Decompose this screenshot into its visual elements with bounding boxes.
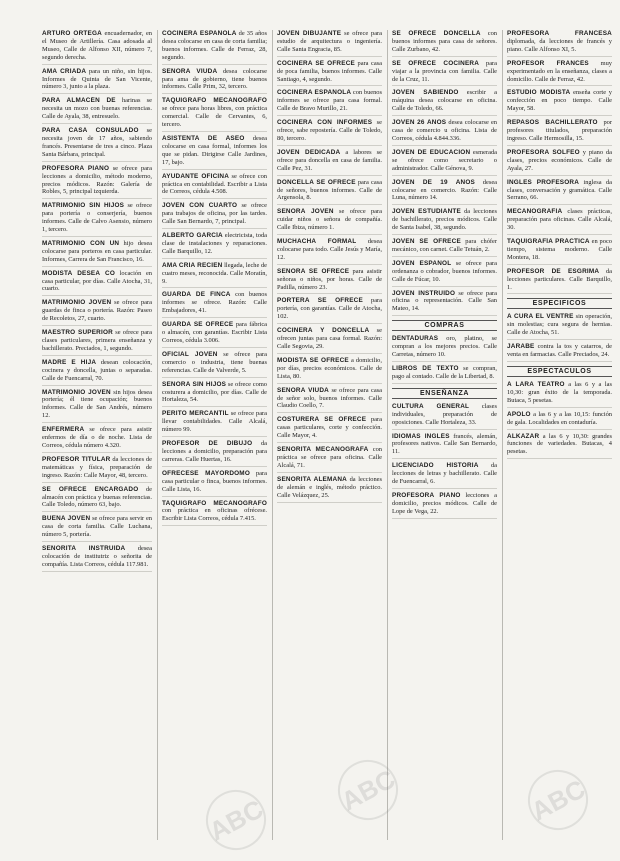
ad-body: se ofrece para cuidar niños o señora de compañía. Calle Ibiza, número 1.	[277, 208, 382, 232]
classified-ad	[392, 403, 497, 430]
ad-body: se ofrece para clases particulares, primera enseñanza y bachillerato. Preciados, 1, segundo.	[42, 329, 152, 352]
ad-heading: MADRE E HIJA	[42, 358, 97, 366]
ad-heading: LICENCIADO HISTORIA	[392, 462, 479, 470]
classified-ad	[392, 149, 497, 176]
classified-ad	[392, 335, 497, 362]
classified-ad	[162, 291, 267, 318]
ad-heading: SEÑORITA INSTRUIDA	[42, 545, 126, 553]
classified-ad	[507, 149, 612, 176]
ad-body: con buenos informes se ofrece para casa formal. Calle de Bravo Murillo, 21.	[277, 89, 382, 113]
ad-body: se ofrece, sabe repostería. Calle de Toledo, 80, tercero.	[277, 119, 382, 142]
classified-ad	[162, 410, 267, 437]
classified-ad	[392, 208, 497, 235]
ad-heading: JOVEN SE OFRECE	[392, 238, 461, 246]
classified-ad	[507, 179, 612, 206]
classified-ad	[507, 208, 612, 235]
ad-heading: MAESTRO SUPERIOR	[42, 329, 113, 337]
ad-heading: SEÑORA JOVEN	[277, 208, 334, 216]
ad-body: se ofrece para oficina o representación. Calle San Mateo, 14.	[392, 289, 497, 313]
classified-ad	[42, 127, 152, 162]
ad-heading: AMA CRIADA	[42, 67, 87, 75]
ad-body: francés, alemán, profesores nativos. Calle San Bernardo, 11.	[392, 432, 497, 456]
ad-body: electricista, toda clase de instalaciones y reparaciones. Calle Barquillo, 12.	[162, 232, 267, 255]
ad-heading: SE OFRECE ENCARGADO	[42, 485, 139, 493]
classified-ad	[392, 492, 497, 519]
classified-ad	[392, 238, 497, 257]
ad-heading: OFICIAL JOVEN	[162, 350, 218, 358]
ad-body: para portería, con garantías. Calle de Atocha, 102.	[277, 297, 382, 321]
ad-body: da lecciones de matemáticas y física, preparación de ingreso. Razón: Calle Mayor, 48, tercero.	[42, 455, 152, 479]
ad-body: de almacén con práctica y buenas referencias. Calle Toledo, número 63, bajo.	[42, 485, 152, 509]
classified-ad	[42, 30, 152, 65]
classified-ad	[162, 440, 267, 467]
classified-ad	[277, 179, 382, 206]
classified-ad	[162, 30, 267, 65]
classified-ad	[162, 470, 267, 497]
ad-heading: ALKAZAR	[507, 432, 540, 440]
ad-body: para un niño, sin hijos. Informes de Quinta de San Vicente, número 3, junto a la plaza.	[42, 67, 152, 91]
ad-heading: SEÑORITA MECANÓGRAFA	[277, 446, 369, 454]
ad-heading: SEÑORA VIUDA	[162, 67, 218, 75]
ad-heading: CULTURA GENERAL	[392, 402, 470, 410]
ad-heading: JOVEN 26 AÑOS	[392, 119, 447, 127]
ad-body: encuadernador, en el Museo de Artillería. Casa adosada al Museo, Calle de Alfonso XII, número 7, segundo derecha.	[42, 30, 152, 61]
ad-body: desea colocarse en comercio. Razón: Calle Luna, número 14.	[392, 178, 497, 202]
ad-body: desea colocación de institutriz o señorita de compañía. Lista Correos, cédula 117.981.	[42, 545, 152, 568]
classified-ad	[507, 433, 612, 460]
ad-heading: PORTERA SE OFRECE	[277, 297, 363, 305]
ad-body: da lecciones de letras y bachillerato. Calle de Fuencarral, 6.	[392, 462, 497, 486]
classified-ad	[507, 381, 612, 408]
ad-heading: PROFESORA SOLFEO	[507, 148, 580, 156]
ad-body: llegada, leche de cuatro meses, reconocida. Calle Moratín, 9.	[162, 261, 267, 285]
ad-body: escribir a máquina desea colocarse en oficina. Calle de Toledo, 66.	[392, 89, 497, 113]
ad-heading: PROFESOR TITULAR	[42, 455, 111, 463]
ad-body: contra la tos y catarros, de venta en farmacias. Calle Preciados, 24.	[507, 343, 612, 359]
classified-ad	[42, 202, 152, 237]
classified-ad	[392, 290, 497, 317]
ad-body: se ofrecen juntas para casa formal. Razón: Calle Segovia, 29.	[277, 327, 382, 350]
ad-heading: SEÑORA SE OFRECE	[277, 267, 350, 275]
ad-body: se ofrece para estudio de arquitectura o ingeniería. Calle Santa Engracia, 85.	[277, 30, 382, 53]
ad-body: para casa de poca familia, buenos informes. Calle Santiago, 4, segundo.	[277, 59, 382, 83]
ad-body: da lecciones particulares. Calle Barquillo, 1.	[507, 267, 612, 291]
ad-heading: MUCHACHA FORMAL	[277, 238, 357, 246]
ad-body: desea colocarse en casa de comercio u oficina. Lista de Correos, cédula 4.844.336.	[392, 119, 497, 142]
classified-ad	[162, 500, 267, 527]
classified-ad	[277, 119, 382, 146]
ad-body: se ofrece para ordenanza o cobrador, buenos informes. Calle de Fúcar, 10.	[392, 259, 497, 283]
section-title: ESPECIFICOS	[507, 298, 612, 309]
ad-heading: COCINERA CON INFORMES	[277, 119, 373, 127]
ad-body: con práctica en oficinas ofrécese. Escribir Lista Correos, cédula 7.415.	[162, 507, 267, 523]
classified-ad	[162, 68, 267, 95]
classified-ad	[277, 60, 382, 87]
classified-ad	[277, 30, 382, 57]
ad-body: da lecciones de alemán e inglés, método práctico. Calle Velázquez, 25.	[277, 475, 382, 499]
classified-ad	[392, 30, 497, 57]
ad-heading: ARTURO ORTEGA	[42, 30, 102, 37]
ad-body: desean colocación, cocinera y doncella, juntas o separadas. Calle de Fuencarral, 70.	[42, 358, 152, 382]
classified-ad	[42, 329, 152, 356]
ad-heading: MODISTA DESEA CO	[42, 269, 115, 277]
ad-body: se ofrece para servir en casa de corta familia. Calle Luchana, número 5, portería.	[42, 515, 152, 539]
classified-ad	[392, 89, 497, 116]
ad-body: para viajar a la provincia con familia. Calle de la Cruz, 11.	[392, 59, 497, 83]
classified-ad	[277, 446, 382, 473]
ad-body: sin operación, sin molestias; cura segura de hernias. Calle de Atocha, 51.	[507, 313, 612, 337]
ad-body: se ofrece para llevar contabilidades. Calle Alcalá, número 99.	[162, 410, 267, 434]
ad-body: da lecciones a domicilio, preparación para carreras. Calle Huertas, 16.	[162, 440, 267, 463]
ad-body: da lecciones de bachillerato, precios módicos. Calle de Santa Isabel, 38, segundo.	[392, 208, 497, 232]
classified-ad	[507, 30, 612, 57]
ad-body: se ofrece para lecciones a domicilio, método moderno, precios módicos. Razón: Galería de Robles, 5, principal izquierda.	[42, 164, 152, 196]
classified-ad	[162, 351, 267, 378]
ad-heading: MODISTA SE OFRECE	[277, 356, 349, 364]
ad-heading: DONCELLA SE OFRECE	[277, 178, 356, 186]
ad-heading: MATRIMONIO JOVEN	[42, 299, 112, 307]
ad-body: se ofrece para asistir enfermos de día o de noche. Lista de Correos, cédula número 4.320.	[42, 426, 152, 449]
ad-body: se ofrece con práctica en contabilidad. Escribir a Lista de Correos, cédula 4.508.	[162, 172, 267, 196]
ad-body: de 35 años desea colocarse en casa de corta familia; buenos informes. Calle de Ferraz, 28, segundo.	[162, 30, 267, 61]
column-4	[387, 30, 497, 840]
ad-heading: SEÑORITA ALEMANA	[277, 475, 347, 483]
ad-body: clases prácticas, preparación para oficinas. Calle Alcalá, 30.	[507, 208, 612, 232]
classified-ad	[162, 135, 267, 170]
classified-ad	[42, 240, 152, 267]
classified-ad	[42, 97, 152, 124]
ad-heading: ASISTENTA DE ASEO	[162, 134, 245, 142]
section-title: COMPRAS	[392, 320, 497, 331]
ad-heading: BUENA JOVEN	[42, 515, 91, 523]
classified-ad	[42, 545, 152, 572]
classified-ad	[277, 89, 382, 116]
ad-body: harinas se necesita un mozo con buenas referencias. Calle de Ayala, 38, entresuelo.	[42, 97, 152, 121]
classified-columns	[42, 30, 612, 840]
ad-body: con práctica se ofrece para oficina. Calle Alcalá, 71.	[277, 446, 382, 469]
column-3	[272, 30, 382, 840]
ad-heading: COCINERA SE OFRECE	[277, 59, 355, 67]
abc-watermark: ABC	[517, 759, 598, 840]
ad-heading: COSTURERA SE OFRECE	[277, 416, 367, 424]
ad-body: desea colocarse para ama de gobierno, tiene buenos informes. Calle Prim, 32, tercero.	[162, 67, 267, 91]
classified-ad	[42, 486, 152, 513]
ad-heading: ALBERTO GARCÍA	[162, 232, 223, 240]
classified-ad	[277, 297, 382, 324]
ad-heading: IDIOMAS INGLÉS	[392, 432, 450, 440]
ad-heading: MATRIMONIO CON UN	[42, 239, 120, 247]
classified-ad	[162, 262, 267, 289]
ad-body: hijo desea colocarse para porteros en casa particular. Informes, Carrera de San Francisco, 16.	[42, 239, 152, 263]
ad-heading: GUARDA DE FINCA	[162, 291, 231, 299]
ad-body: en poco tiempo, sistema moderno. Calle Montera, 18.	[507, 238, 612, 261]
ad-heading: AMA CRIA RECIEN	[162, 261, 223, 269]
ad-body: diplomada, da lecciones de francés y piano. Calle Alfonso XI, 5.	[507, 37, 612, 53]
classified-ad	[277, 327, 382, 354]
classified-ad	[507, 343, 612, 362]
ad-body: se compran, pago al contado. Calle de la Libertad, 8.	[392, 365, 497, 380]
ad-body: se ofrece como costurera a domicilio, por días. Calle de Hortaleza, 54.	[162, 380, 267, 404]
ad-body: para casas particulares, corte y confección. Calle Mayor, 4.	[277, 416, 382, 440]
ad-body: muy experimentado en la enseñanza, clases a domicilio. Calle de Ferraz, 42.	[507, 59, 612, 83]
classified-ad	[42, 389, 152, 424]
ad-heading: MATRIMONIO JOVEN	[42, 388, 111, 396]
ad-body: se ofrece para guardas de finca o portería. Razón: Paseo de Recoletos, 27, cuarto.	[42, 299, 152, 323]
ad-body: esmerada se ofrece como secretario o administrador. Calle Génova, 9.	[392, 148, 497, 172]
ad-heading: PROFESORA FRANCESA	[507, 30, 612, 37]
ad-body: desea colocarse en casa formal, informes los que se pidan. Dirigirse Calle Jardines, 17, bajo.	[162, 134, 267, 166]
classified-ad	[277, 357, 382, 384]
ad-heading: JOVEN DIBUJANTE	[277, 30, 342, 37]
ad-body: con buenos informes para casa de señores. Calle Zurbano, 42.	[392, 30, 497, 53]
classified-ad	[507, 60, 612, 87]
classified-ad	[277, 268, 382, 295]
ad-heading: OFRECESE MAYORDOMO	[162, 469, 250, 477]
ad-heading: PERITO MERCANTIL	[162, 410, 229, 418]
ad-body: con buenos informes se ofrece. Razón: Calle Embajadores, 41.	[162, 291, 267, 315]
classified-ad	[507, 411, 612, 430]
classified-ad	[162, 173, 267, 200]
ad-body: oro, platino, se compran a los mejores precios. Calle Carretas, número 10.	[392, 335, 497, 359]
ad-body: a las 6 y a las 10,30: gran éxito de la temporada. Butaca, 5 pesetas.	[507, 381, 612, 404]
classified-ad	[277, 149, 382, 176]
ad-heading: SEÑORA SIN HIJOS	[162, 380, 227, 388]
ad-body: desea colocarse para todo. Calle Jesús y María, 12.	[277, 238, 382, 261]
classified-ad	[42, 456, 152, 483]
section-title: ENSEÑANZA	[392, 388, 497, 399]
ad-body: lecciones a domicilio, precios módicos. Calle de Lope de Vega, 22.	[392, 491, 497, 515]
classified-ad	[507, 119, 612, 146]
ad-body: a las 6 y 10,30: grandes funciones de variedades. Butacas, 4 pesetas.	[507, 432, 612, 456]
ad-heading: AYUDANTE OFICINA	[162, 172, 230, 180]
classified-ad	[277, 387, 382, 414]
classified-ad	[42, 299, 152, 326]
ad-body: enseña corte y confección en poco tiempo. Calle Mayor, 58.	[507, 89, 612, 113]
ad-body: sin hijos desea portería; él tiene ocupación; buenos informes. Calle de San Andrés, número 12.	[42, 388, 152, 420]
ad-body: por profesores titulados, preparación ingreso. Calle Hermosilla, 15.	[507, 119, 612, 142]
ad-body: a domicilio, por días, precios económicos. Calle de Lista, 80.	[277, 356, 382, 380]
classified-ad	[392, 433, 497, 460]
ad-body: para asistir señoras o niños, por horas. Calle de Padilla, número 23.	[277, 267, 382, 291]
ad-heading: JOVEN DE 19 AÑOS	[392, 178, 475, 186]
ad-heading: DENTADURAS	[392, 335, 439, 343]
classified-ad	[42, 68, 152, 95]
ad-heading: SEÑORA VIUDA	[277, 386, 329, 394]
classified-ad	[42, 165, 152, 200]
classified-ad	[277, 416, 382, 443]
ad-heading: JOVEN ESTUDIANTE	[392, 208, 461, 216]
ad-body: para casa particular o finca, buenos informes. Calle Lista, 16.	[162, 469, 267, 493]
ad-heading: GUARDA SE OFRECE	[162, 321, 234, 329]
classified-ad	[507, 268, 612, 295]
classified-ad	[392, 119, 497, 146]
classified-ad	[42, 270, 152, 297]
ad-body: a labores se ofrece para doncella en casa de familia. Calle Pez, 31.	[277, 148, 382, 172]
ad-heading: COCINERA ESPAÑOLA	[277, 89, 352, 97]
ad-heading: ESTUDIO MODISTA	[507, 89, 571, 97]
ad-heading: PARA CASA CONSULADO	[42, 127, 139, 135]
section-title: ESPECTACULOS	[507, 366, 612, 377]
ad-heading: TAQUIGRAFO MECANOGRAFO	[162, 499, 267, 507]
ad-heading: SE OFRECE COCINERA	[392, 59, 480, 67]
ad-heading: TAQUIGRAFÍA PRÁCTICA	[507, 238, 590, 246]
ad-body: inglesa da clases, conversación y gramática. Calle Serrano, 66.	[507, 178, 612, 202]
classified-ad	[162, 232, 267, 259]
ad-heading: JARABE	[507, 343, 535, 351]
ad-heading: APOLO	[507, 410, 531, 418]
ad-body: se ofrece para trabajos de oficina, por las tardes. Calle San Bernardo, 7, principal.	[162, 202, 267, 226]
classified-ad	[162, 321, 267, 348]
ad-body: y piano da clases, precios económicos. Calle de Ayala, 27.	[507, 148, 612, 172]
ad-heading: JOVEN DE EDUCACIÓN	[392, 148, 471, 156]
ad-body: se ofrece para horas libres, con práctica comercial. Calle de Cervantes, 6, tercero.	[162, 105, 267, 129]
ad-body: se necesita joven de 17 años, sabiendo francés. Presentarse de tres a cinco. Plaza Santa Bárbara, principal.	[42, 127, 152, 158]
ad-body: se ofrece para comercio o industria, tiene buenas referencias. Calle de Valverde, 5.	[162, 350, 267, 374]
ad-heading: LIBROS DE TEXTO	[392, 365, 459, 372]
classified-ad	[392, 462, 497, 489]
ad-heading: PROFESORA PIANO	[392, 491, 461, 499]
ad-heading: REPASOS BACHILLERATO	[507, 119, 598, 127]
ad-heading: JOVEN ESPAÑOL	[392, 259, 452, 267]
classified-ad	[162, 381, 267, 408]
column-5	[502, 30, 612, 840]
ad-heading: PROFESOR FRANCÉS	[507, 59, 589, 67]
ad-heading: COCINERA Y DONCELLA	[277, 327, 370, 335]
classified-ad	[507, 313, 612, 340]
classified-ad	[162, 97, 267, 132]
classified-ad	[42, 359, 152, 386]
column-2	[157, 30, 267, 840]
ad-heading: ENFERMERA	[42, 426, 85, 434]
ad-heading: PROFESOR DE DIBUJO	[162, 440, 253, 448]
ad-body: para fábrica o almacén, con garantías. Escribir Lista Correos, cédula 3.006.	[162, 321, 267, 344]
ad-heading: PROFESOR DE ESGRIMA	[507, 267, 600, 275]
ad-heading: JOVEN INSTRUIDO	[392, 289, 456, 297]
classified-ad	[162, 202, 267, 229]
abc-watermark: ABC	[195, 779, 276, 860]
classified-ad	[507, 89, 612, 116]
classified-ad	[277, 476, 382, 503]
classified-ad	[392, 260, 497, 287]
classified-ad	[392, 365, 497, 384]
classified-ad	[507, 238, 612, 265]
ad-body: se ofrece para portería o conserjería, buenos informes. Calle de Calvo Asensio, número 1, tercero.	[42, 202, 152, 234]
classified-ad	[277, 238, 382, 265]
ad-heading: COCINERA ESPAÑOLA	[162, 30, 237, 37]
ad-heading: MECANOGRAFIA	[507, 208, 563, 216]
ad-body: se ofrece para casa de señor solo, buenos informes. Calle Claudio Coello, 7.	[277, 386, 382, 410]
ad-heading: SE OFRECE DONCELLA	[392, 30, 481, 37]
ad-heading: PARA ALMACÉN DE	[42, 97, 116, 105]
ad-heading: INGLES PROFESORA	[507, 178, 580, 186]
ad-heading: TAQUIGRAFO MECANÓGRAFO	[162, 97, 267, 105]
ad-heading: A CURA EL VENTRE	[507, 313, 574, 321]
ad-body: para casa de señores, buenos informes. Calle de Argensola, 8.	[277, 178, 382, 202]
ad-body: locación en casa particular, por días. Calle Atocha, 31, cuarto.	[42, 269, 152, 293]
classified-ad	[392, 179, 497, 206]
classified-ad	[42, 426, 152, 453]
classified-ad	[392, 60, 497, 87]
ad-heading: MATRIMONIO SIN HIJOS	[42, 202, 125, 210]
ad-heading: PROFESORA PIANO	[42, 164, 110, 172]
ad-body: a las 6 y a las 10,15: función de gala. Localidades en contaduría.	[507, 410, 612, 426]
ad-heading: A LARA TEATRO	[507, 381, 565, 388]
abc-watermark: ABC	[327, 749, 408, 830]
column-1	[42, 30, 152, 840]
ad-heading: JOVEN DEDICADA	[277, 148, 341, 156]
classified-ad	[42, 515, 152, 542]
ad-heading: JOVEN CON CUARTO	[162, 202, 238, 210]
ad-body: para chófer mecánico, con carnet. Calle Tetuán, 2.	[392, 238, 497, 253]
ad-body: clases individuales, preparación de oposiciones. Calle Hortaleza, 33.	[392, 402, 497, 426]
ad-heading: JOVEN SABIENDO	[392, 89, 459, 97]
classified-ad	[277, 208, 382, 235]
